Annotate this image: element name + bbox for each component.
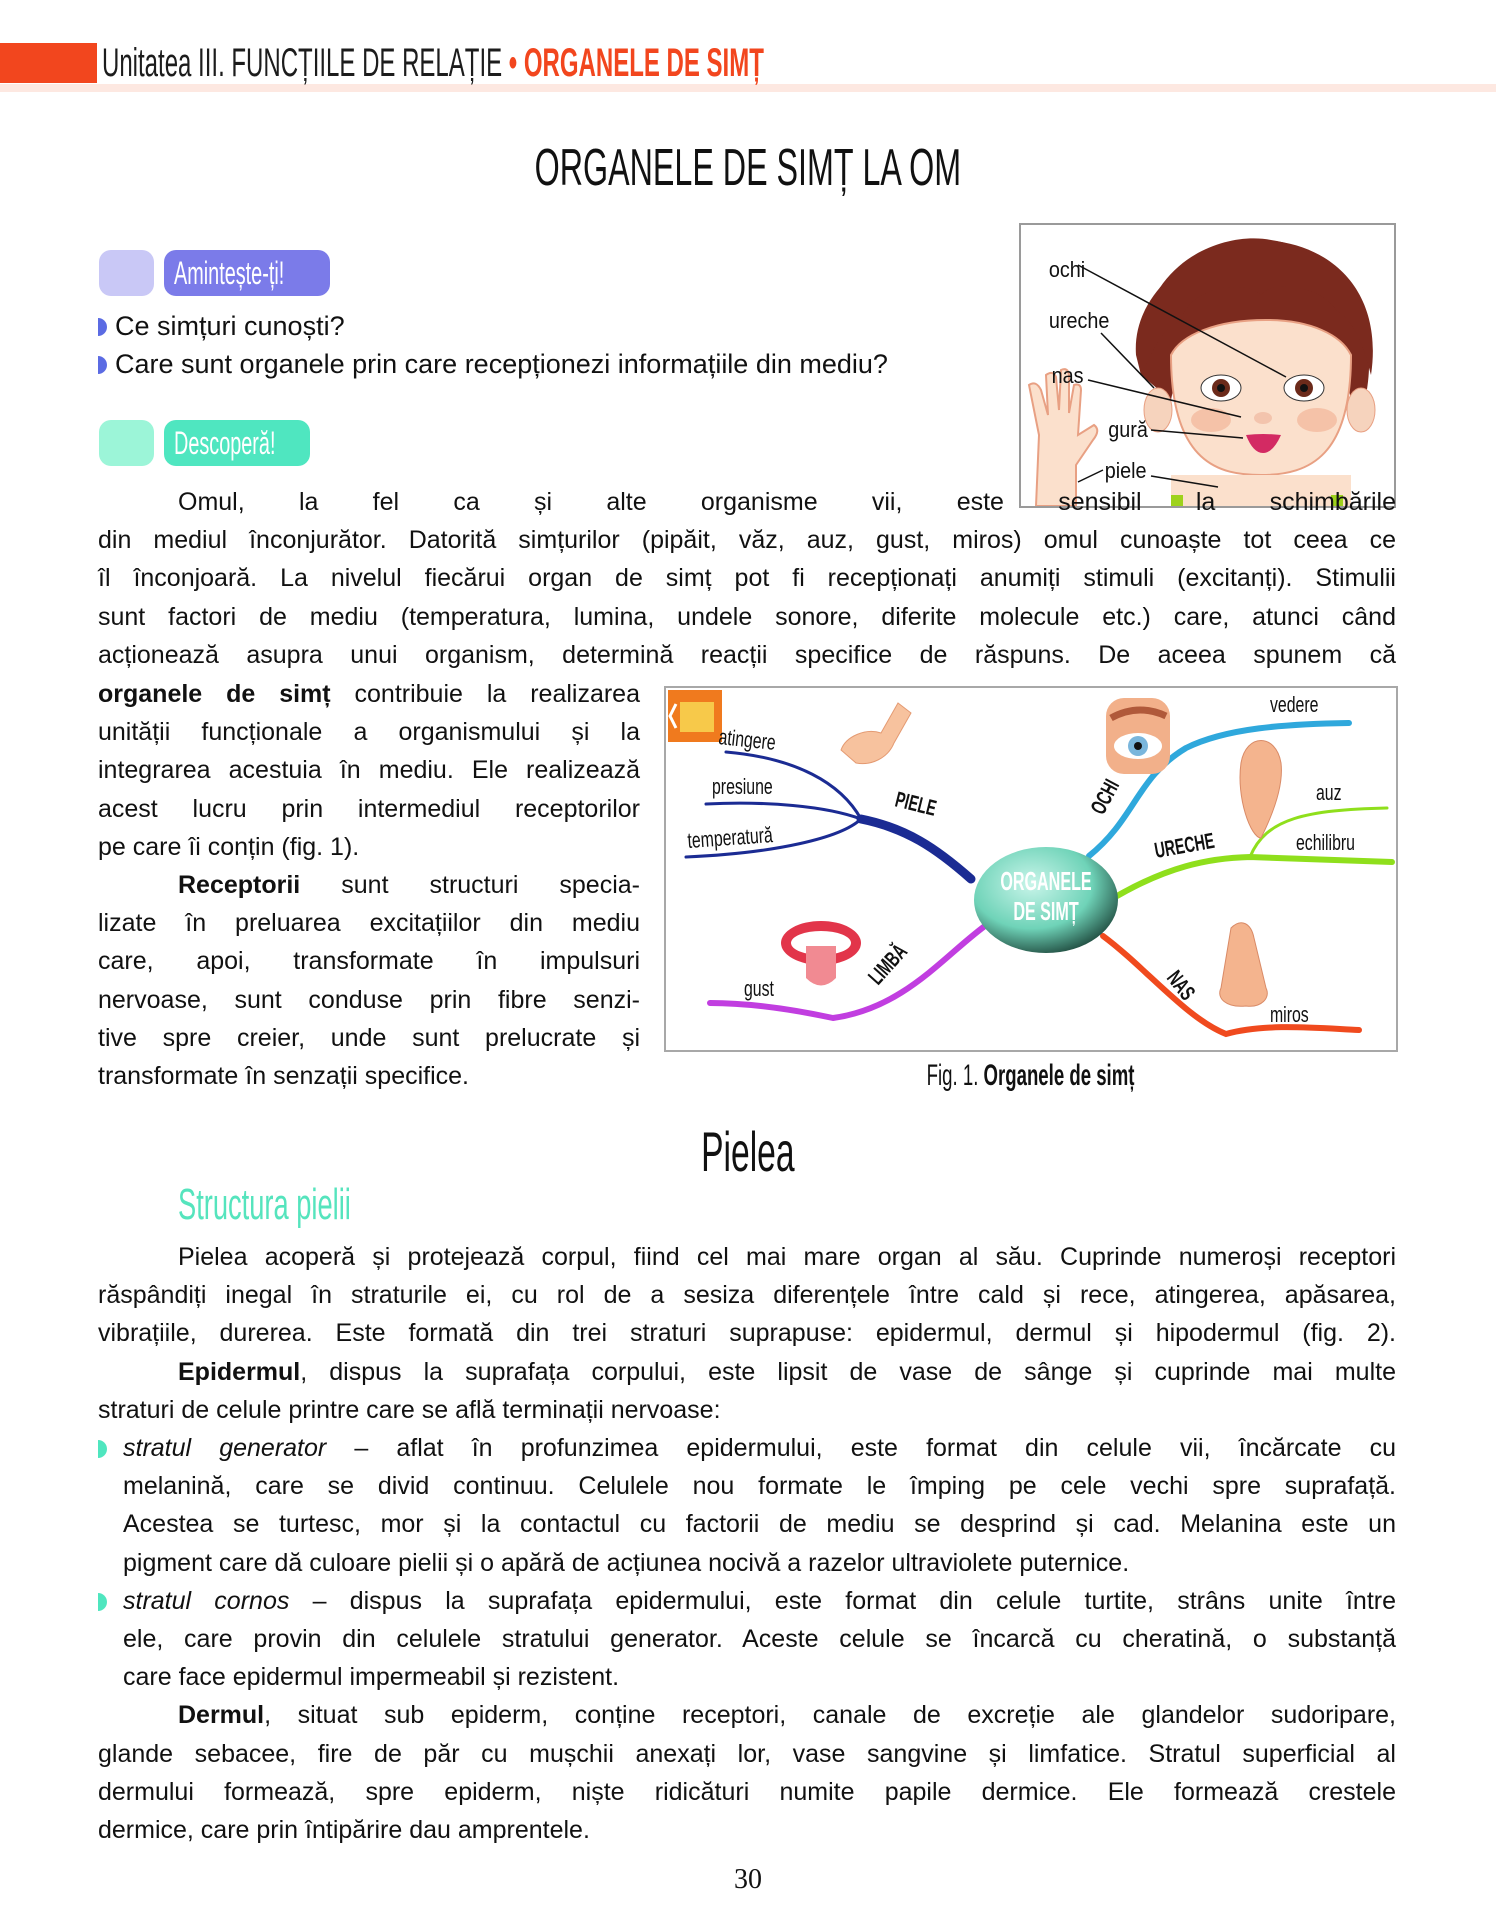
line-text: , situat sub epiderm, conține receptori, canale de excreție ale glandelor sudoripare, [264,1701,1396,1730]
text-line [98,790,640,828]
line-text: care face epidermul impermeabil și rezistent. [123,1663,620,1692]
leaf-label: vedere [1270,693,1319,718]
line-text: unității funcționale a organismului și la [98,718,640,747]
leaf-label: atingere [717,725,777,756]
line-text: răspândiți inegal în straturile ei, cu rol de a sesiza diferențele între cald și rece, atingerea, apăsarea, [98,1281,1396,1310]
skin-paragraphs [98,1238,1396,1849]
video-icon[interactable] [668,690,722,742]
discover-badge: Descoperă! [164,420,310,466]
text-line [98,1811,1396,1849]
text-line [98,981,640,1019]
text-line [98,1276,1396,1314]
text-line [98,751,640,789]
bold-term: Receptorii [178,871,301,900]
header-accent-block [0,43,97,83]
leaf-label: miros [1270,1003,1309,1028]
text-line [98,713,640,751]
face-figure [1019,223,1396,508]
mouth-tongue-icon [781,921,861,986]
face-label: ochi [1048,258,1086,283]
line-text: Pielea acoperă și protejează corpul, fiind cel mai mare organ al său. Cuprinde numeroși receptori [178,1243,1396,1271]
line-text: integrarea acestuia în mediu. Ele realizează [98,756,640,785]
line-text: dermului formează, spre epiderm, niște ridicături numite papile dermice. Ele formează crestele [98,1777,1396,1806]
text-line [98,1353,1396,1391]
text-line [98,521,1396,559]
line-text: straturi de celule printre care se află terminații nervoase: [98,1395,721,1424]
line-text: pe care îi conțin (fig. 1). [98,832,360,861]
line-text: tive spre creier, unde sunt prelucrate și [98,1023,640,1052]
face-label: piele [1104,459,1147,484]
text-line [98,1620,1396,1658]
face-label: nas [1051,364,1084,389]
remember-badge-square [99,250,154,296]
senses-mind-map [664,686,1398,1052]
page-number: 30 [734,1864,762,1895]
text-line [98,559,1396,597]
bold-term: Epidermul [178,1357,301,1386]
text-line [98,1467,1396,1505]
question-item: Care sunt organele prin care recepționezi informațiile din mediu? [98,345,888,383]
line-text: – aflat în profunzimea epidermului, este format din celule vii, încărcate cu [326,1434,1396,1463]
line-text: contribuie la realizarea [330,680,640,708]
line-text: din mediul înconjurător. Datorită simțurilor (pipăit, văz, auz, gust, miros) omul cunoaște tot ceea ce [98,526,1396,555]
line-text: acționează asupra unui organism, determină reacții specifice de răspuns. De aceea spunem că [98,640,1396,669]
text-line [98,1505,1396,1543]
line-text: care, apoi, transformate în impulsuri [98,947,640,976]
line-text: ele, care provin din celulele stratului generator. Aceste celule se încarcă cu cheratină, o substanță [123,1625,1396,1654]
text-line [98,598,1396,636]
leaf-label: presiune [712,775,773,800]
face-label: ureche [1048,309,1110,334]
nose [1254,412,1272,424]
line-text: nervoase, sunt conduse prin fibre senzi- [98,985,640,1014]
bullet-line [98,1582,1396,1620]
ear-right [1347,388,1375,432]
line-text: sunt factori de mediu (temperatura, lumina, undele sonore, diferite molecule etc.) care, atunci când [98,602,1396,631]
question-item: Ce simțuri cunoști? [98,307,345,345]
line-text: vibrațiile, durerea. Este formată din trei straturi suprapuse: epidermul, dermul și hipodermul (fig. 2). [98,1319,1396,1348]
senses-paragraph [98,675,640,1095]
branch-label: LIMBĂ [863,938,912,990]
line-text: sunt structuri specia- [300,871,640,900]
bullet-line [98,1429,1396,1467]
page-title: ORGANELE DE SIMȚ LA OM [534,139,962,197]
text-line [98,636,1396,674]
text-line [98,1735,1396,1773]
text-line [98,1238,1396,1276]
text-line [98,1314,1396,1352]
line-text: dermice, care prin întipărire dau amprentele. [98,1816,590,1845]
text-line [98,904,640,942]
text-line [98,1057,640,1095]
text-line [98,866,640,904]
branch-label: PIELE [892,786,939,821]
eye-icon [1106,698,1170,774]
ear-icon [1240,741,1281,839]
text-line [98,1544,1396,1582]
discover-badge-square [99,420,154,466]
line-text: Acestea se turtesc, mor și la contactul cu factorii de mediu se desprind și cad. Melanina este un [123,1510,1396,1539]
text-line [98,483,1396,521]
line-text: acest lucru prin intermediul receptorilor [98,794,640,823]
subsection-title: Structura pielii [178,1180,351,1229]
remember-badge: Amintește-ți! [164,250,330,296]
section-title: Pielea [701,1120,795,1183]
italic-term: stratul generator [123,1434,327,1463]
bullet-icon [98,356,107,374]
text-line [98,828,640,866]
unit-title: Unitatea III. FUNCȚIILE DE RELAȚIE [102,41,503,85]
leaf-label: echilibru [1296,831,1355,856]
branch-label: NAS [1162,965,1201,1005]
chapter-topic: ORGANELE DE SIMȚ [523,41,764,85]
figure-caption: Fig. 1. Organele de simț [927,1059,1135,1092]
italic-term: stratul cornos [123,1586,290,1615]
center-label: ORGANELE [1000,865,1092,897]
text-line [98,942,640,980]
bullet-icon [98,318,107,336]
face-label: gură [1108,418,1148,443]
mind-map-svg [666,688,1396,1050]
line-text: , dispus la suprafața corpului, este lipsit de vase de sânge și cuprinde mai multe [300,1357,1396,1386]
line-text: pigment care dă culoare pielii și o apără de acțiunea nocivă a razelor ultraviolete puternice. [123,1548,1130,1577]
text-line [98,1391,1396,1429]
line-text: transformate în senzații specifice. [98,1062,469,1091]
line-text: glande sebacee, fire de păr cu mușchii anexați lor, vase sangvine și limfatice. Stratul superficial al [98,1739,1396,1768]
text-line [98,1019,640,1057]
text-line [98,1773,1396,1811]
center-label: DE SIMȚ [1013,895,1079,927]
intro-paragraph [98,483,1396,674]
bold-term: organele de simț [98,680,331,708]
header-separator: • [502,41,524,85]
nose-icon [1220,923,1268,1006]
hand-icon [841,703,911,764]
text-line [98,1696,1396,1734]
line-text: – dispus la suprafața epidermului, este format din celule turtite, strâns unite între [289,1586,1396,1615]
line-text: Omul, la fel ca și alte organisme vii, este sensibil la schimbările [178,488,1396,516]
running-header [102,40,1205,86]
line-text: melanină, care se divid continuu. Celulele nou formate le împing pe cele vechi spre suprafață. [123,1472,1396,1501]
text-line [98,675,640,713]
leaf-label: auz [1316,781,1342,806]
branch-label: URECHE [1152,827,1217,863]
branch-label: OCHI [1085,774,1124,819]
face-illustration [1021,225,1394,506]
text-line [98,1658,1396,1696]
bold-term: Dermul [178,1701,265,1730]
leaf-label: temperatură [686,823,774,854]
line-text: lizate în preluarea excitațiilor din mediu [98,909,640,938]
leaf-label: gust [744,977,774,1002]
line-text: îl înconjoară. La nivelul fiecărui organ de simț pot fi recepționați anumiți stimuli (excitanți). Stimulii [98,564,1396,593]
